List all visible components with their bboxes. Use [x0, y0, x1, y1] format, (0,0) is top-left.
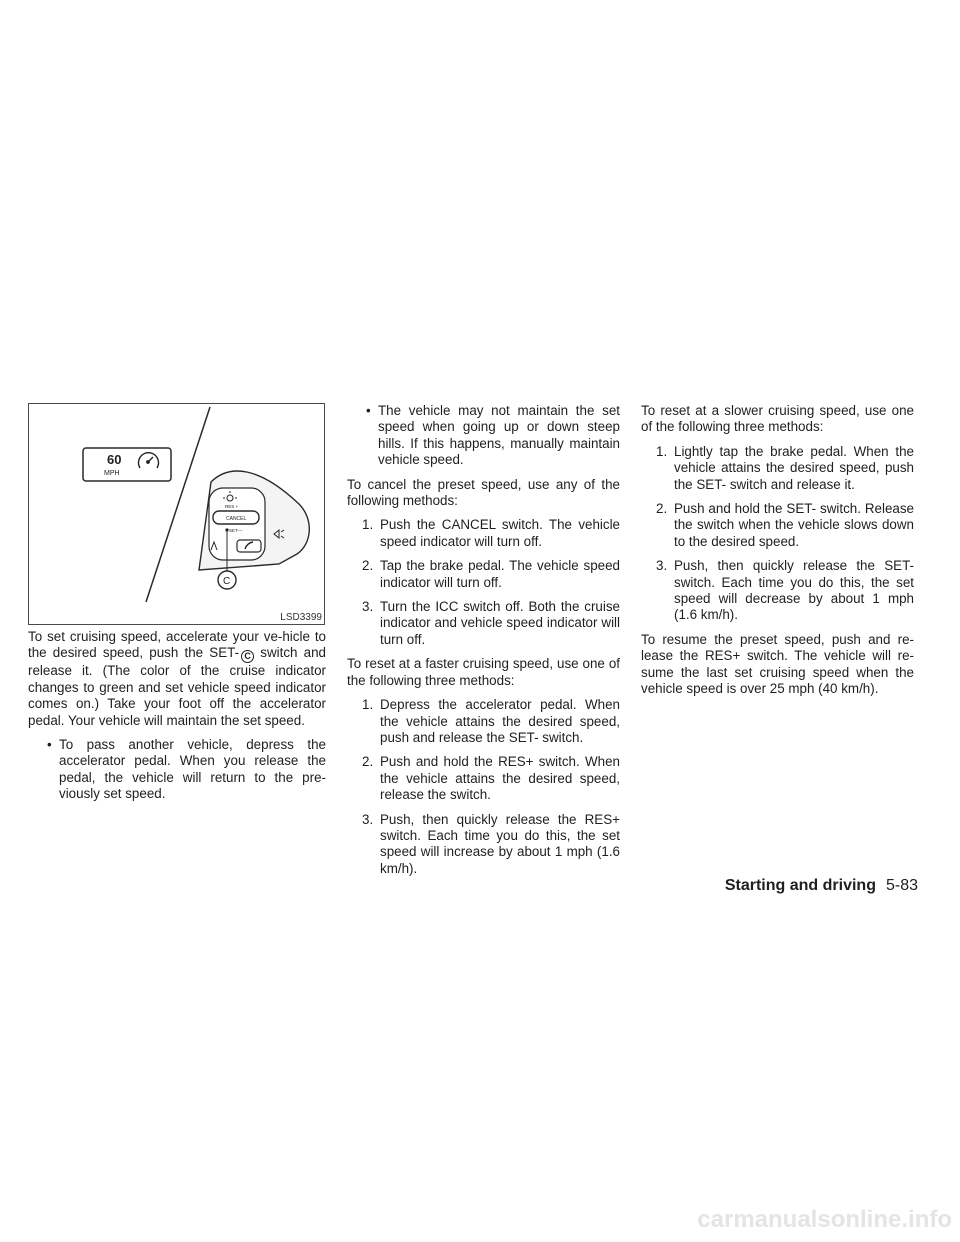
section-title: Starting and driving [724, 877, 876, 894]
column-1 [28, 403, 326, 811]
column-3 [641, 403, 914, 706]
steering-switch-illustration [29, 404, 326, 626]
list-item: 1. Depress the accelerator pedal. When the vehicle attains the desired speed, push and release the SET- switch. [362, 697, 620, 745]
cruise-switch-figure [28, 403, 325, 625]
page-footer [725, 877, 918, 895]
display-unit-text: MPH [104, 470, 120, 477]
list-item: 3. Push, then quickly release the SET- switch. Each time you do this, the set speed will decrease by about 1 mph (1.6 km/h). [656, 558, 914, 623]
callout-letter: C [223, 576, 231, 587]
cancel-switch-label: CANCEL [226, 516, 247, 522]
callout-c-icon: C [241, 650, 254, 663]
column-2 [347, 403, 620, 885]
figure-code: LSD3399 [280, 612, 322, 623]
slower-intro: To reset at a slower cruising speed, use one of the following three methods: [641, 403, 914, 435]
resume-paragraph: To resume the preset speed, push and re-lease the RES+ switch. The vehicle will re-sume the last set cruising speed when the vehicle speed is over 25 mph (40 km/h). [641, 631, 914, 697]
list-item: 2. Tap the brake pedal. The vehicle speed indicator will turn off. [362, 558, 620, 590]
list-item: 1. Lightly tap the brake pedal. When the vehicle attains the desired speed, push the SET- switch and release it. [656, 443, 914, 492]
phone-switch [237, 540, 261, 552]
cancel-intro: To cancel the preset speed, use any of the following methods: [347, 476, 620, 509]
list-item: 3. Push, then quickly release the RES+ switch. Each time you do this, the set speed will increase by about 1 mph (1.6 km/h). [362, 811, 620, 876]
diagonal-line [146, 407, 210, 602]
list-item: 3. Turn the ICC switch off. Both the cruise indicator and vehicle speed indicator will turn off. [362, 599, 620, 647]
res-switch-label: RES + [225, 504, 239, 509]
page-number: 5-83 [885, 877, 918, 894]
watermark: carmanualsonline.info [697, 1206, 952, 1233]
list-item: • The vehicle may not maintain the set speed when going up or down steep hills. If this happens, manually maintain vehicle speed. [366, 403, 620, 468]
list-item: 1. Push the CANCEL switch. The vehicle speed indicator will turn off. [362, 517, 620, 549]
faster-intro: To reset at a faster cruising speed, use one of the following three methods: [347, 656, 620, 688]
list-item: • To pass another vehicle, depress the accelerator pedal. When you release the pedal, the vehicle will return to the pre-viously set speed. [47, 737, 326, 802]
set-speed-paragraph: To set cruising speed, accelerate your ve-hicle to the desired speed, push the SET- C switch and release it. (The color of the cruise indicator changes to green and set vehicle speed indicator comes on.) Take your foot off the accelerator pedal. Your vehicle will maintain the set speed. [28, 629, 326, 728]
set-switch-label: SET— [229, 528, 243, 533]
display-speed-text: 60 [107, 452, 122, 467]
list-item: 2. Push and hold the SET- switch. Release the switch when the vehicle slows down to the desired speed. [656, 501, 914, 549]
list-item: 2. Push and hold the RES+ switch. When the vehicle attains the desired speed, release the switch. [362, 754, 620, 803]
